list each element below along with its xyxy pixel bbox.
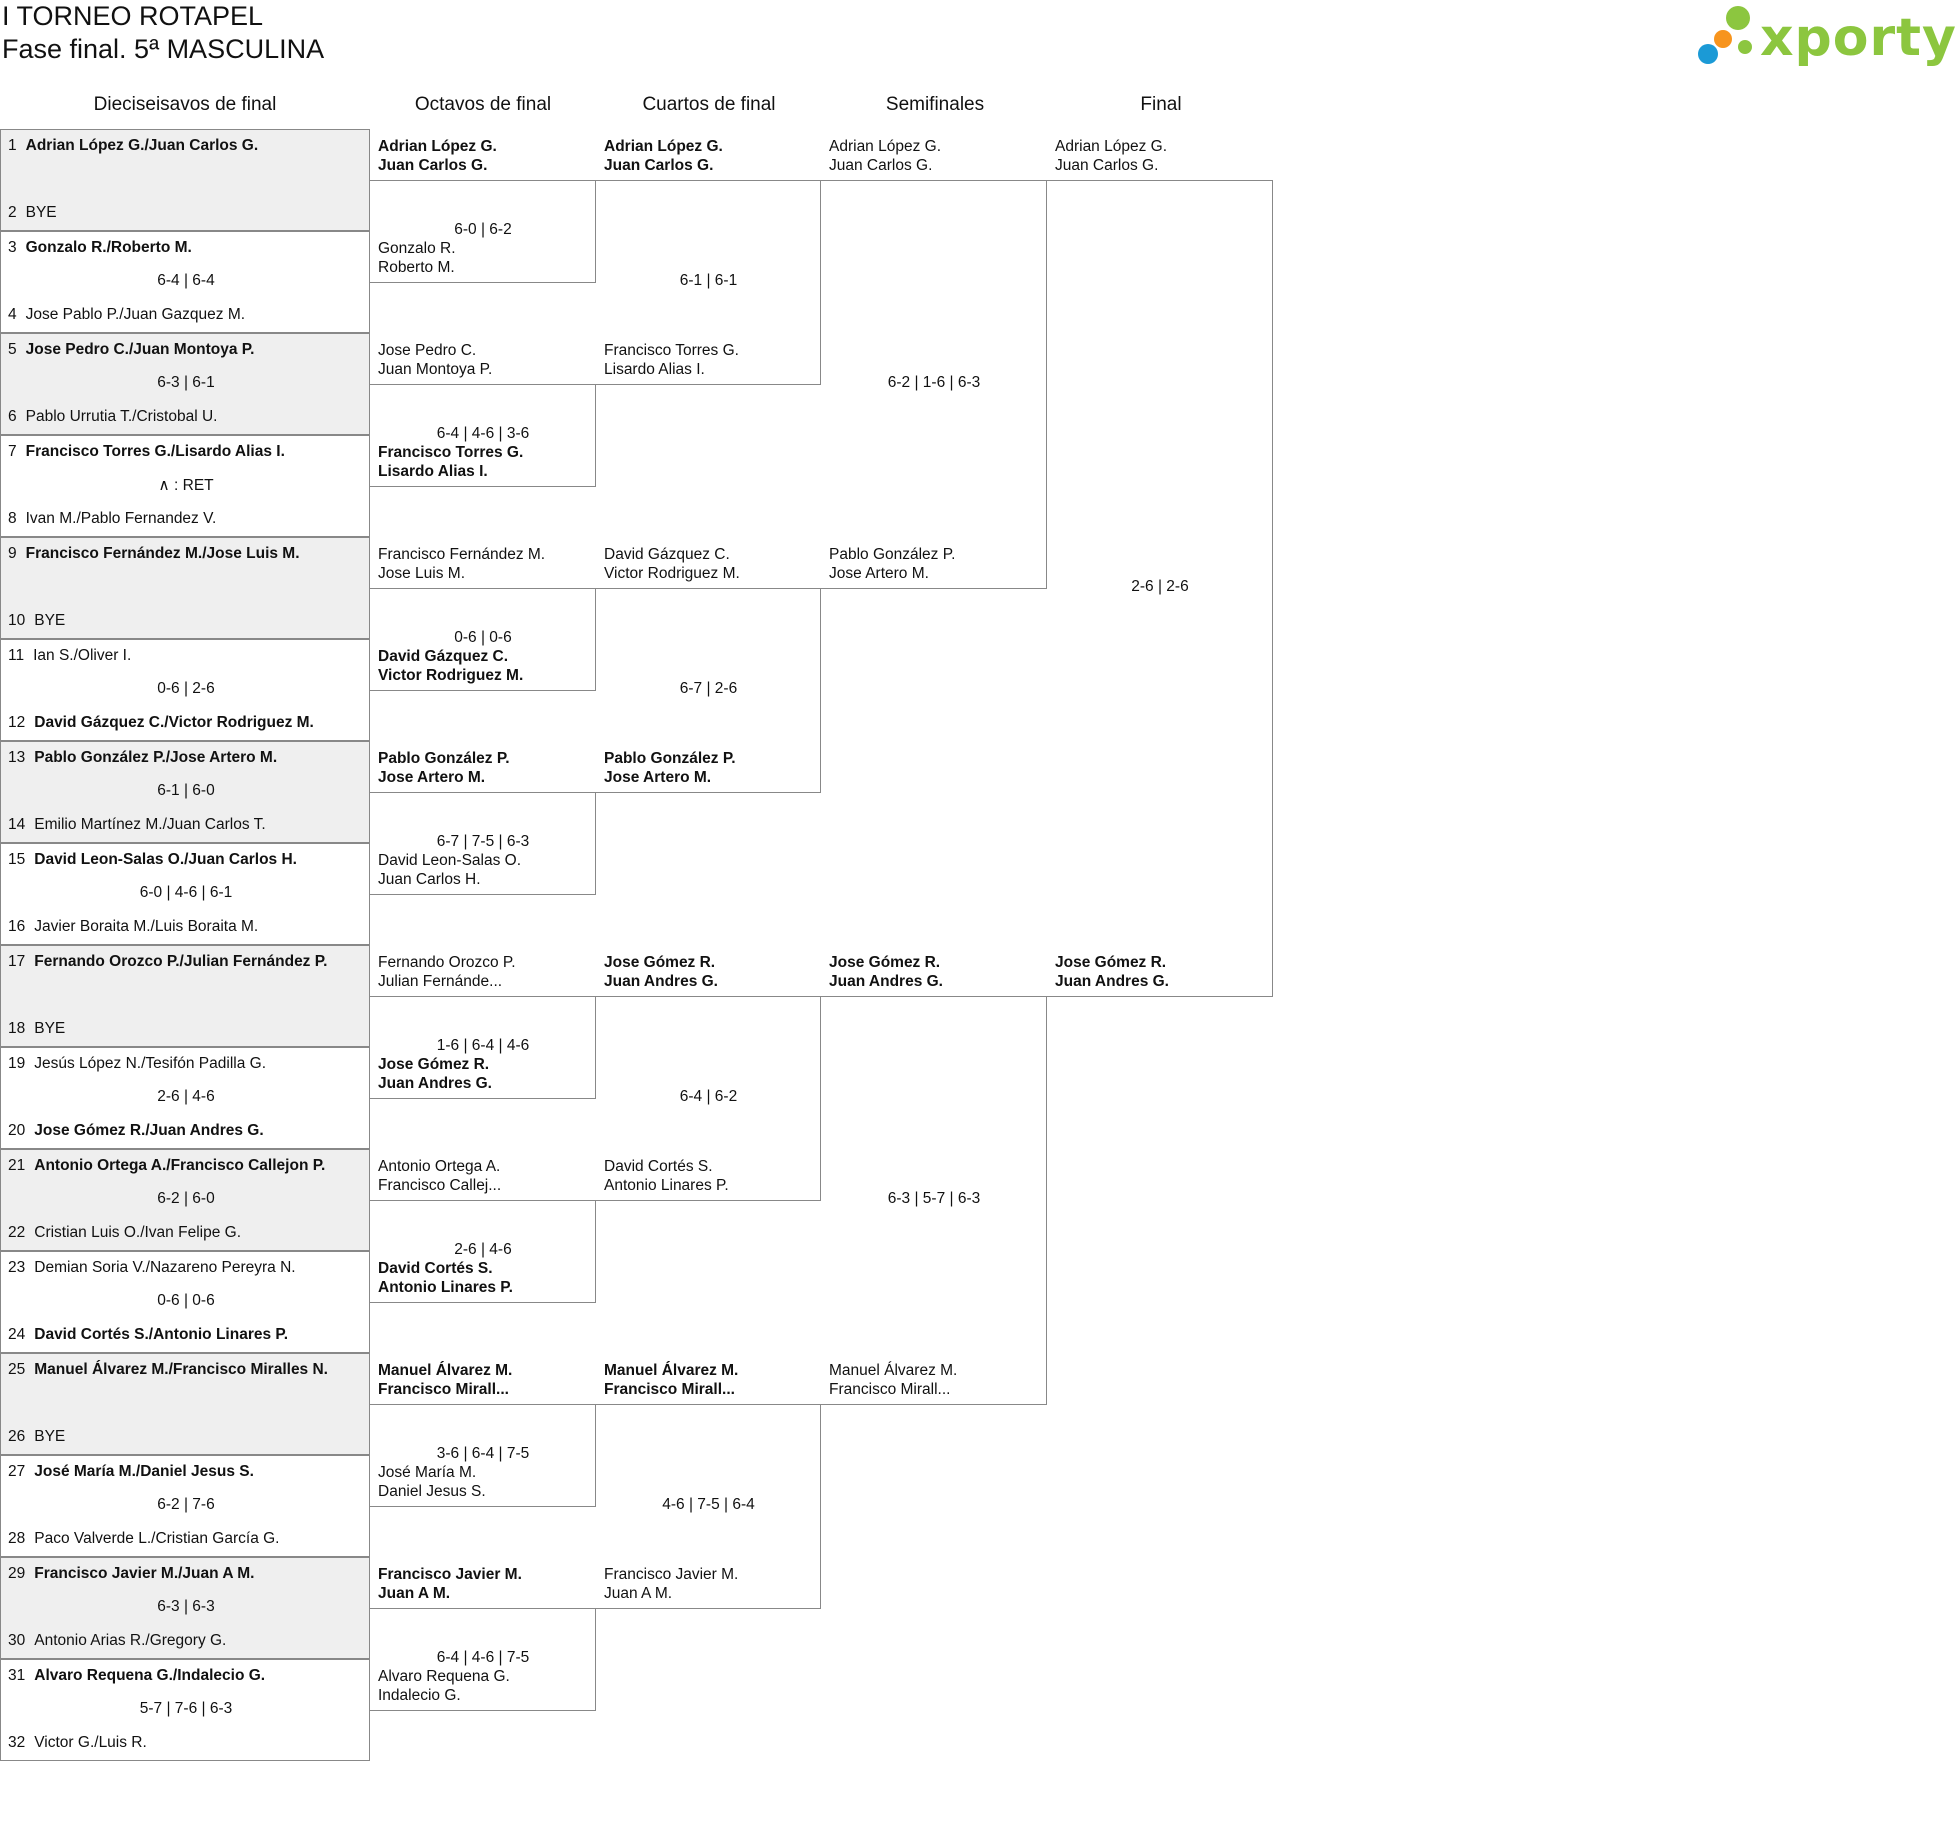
- sf-entrant-bottom: [829, 545, 955, 583]
- entrant-player-1: Pablo González P.: [604, 750, 736, 767]
- qf-entrant-top: [604, 545, 740, 583]
- player-name: BYE: [25, 204, 57, 221]
- entrant-player-1: Adrian López G.: [1055, 138, 1168, 155]
- entrant-player-2: Jose Artero M.: [378, 769, 486, 786]
- final-entrant-bottom: [1055, 953, 1169, 991]
- logo-dot-orange: [1714, 30, 1732, 48]
- r32-player-top: [8, 443, 363, 461]
- sf-match-score: 6-2 | 1-6 | 6-3: [887, 374, 981, 391]
- qf-entrant-bottom: [604, 1157, 729, 1195]
- match-score: 6-3 | 6-3: [157, 1598, 215, 1615]
- entrant-player-1: David Leon-Salas O.: [378, 852, 522, 869]
- r32-player-top: [8, 137, 363, 155]
- r32-player-top: [8, 953, 363, 971]
- entrant-player-1: Manuel Álvarez M.: [829, 1362, 958, 1379]
- xporty-logo: [1694, 4, 1957, 68]
- player-name: Cristian Luis O./Ivan Felipe G.: [34, 1224, 241, 1241]
- final-entrant-top: [1055, 137, 1167, 175]
- r16-match-score: 2-6 | 4-6: [454, 1241, 512, 1258]
- seed-number: 30: [8, 1632, 26, 1649]
- r16-entrant-top: [378, 1565, 522, 1603]
- qf-entrant-top: [604, 953, 718, 991]
- qf-entrant-top: [604, 137, 723, 175]
- r32-player-top: [8, 239, 363, 257]
- entrant-player-1: Francisco Javier M.: [604, 1566, 739, 1583]
- r16-entrant-bottom: [378, 1259, 513, 1297]
- r32-match: [0, 945, 370, 1047]
- r32-player-bottom: [8, 1020, 363, 1038]
- seed-number: 18: [8, 1020, 26, 1037]
- player-name: BYE: [34, 1428, 66, 1445]
- seed-number: 2: [8, 204, 17, 221]
- r16-entrant-bottom: [378, 851, 521, 889]
- match-score: 6-4 | 6-4: [157, 272, 215, 289]
- r32-match: [0, 1149, 370, 1251]
- qf-match-score: 6-1 | 6-1: [679, 272, 738, 289]
- entrant-player-2: Victor Rodriguez M.: [378, 667, 524, 684]
- player-name: Victor G./Luis R.: [34, 1734, 147, 1751]
- seed-number: 8: [8, 510, 17, 527]
- final-match-score: 2-6 | 2-6: [1131, 578, 1189, 595]
- seed-number: 13: [8, 749, 26, 766]
- player-name: Antonio Arias R./Gregory G.: [34, 1632, 227, 1649]
- seed-number: 17: [8, 953, 26, 970]
- r32-match: [0, 1353, 370, 1455]
- r32-match: [0, 843, 370, 945]
- seed-number: 12: [8, 714, 26, 731]
- player-name: Alvaro Requena G./Indalecio G.: [34, 1667, 266, 1684]
- player-name: David Gázquez C./Victor Rodriguez M.: [34, 714, 314, 731]
- r32-player-bottom: [8, 408, 363, 426]
- r16-entrant-bottom: [378, 1055, 492, 1093]
- entrant-player-2: Francisco Mirall...: [829, 1381, 951, 1398]
- r32-match: [0, 1047, 370, 1149]
- seed-number: 16: [8, 918, 26, 935]
- r32-match: [0, 333, 370, 435]
- r16-entrant-top: [378, 545, 545, 583]
- seed-number: 10: [8, 612, 26, 629]
- entrant-player-1: Francisco Javier M.: [378, 1566, 522, 1583]
- seed-number: 11: [8, 647, 25, 664]
- r32-player-top: [8, 1157, 363, 1175]
- player-name: David Cortés S./Antonio Linares P.: [34, 1326, 289, 1343]
- match-score: 6-1 | 6-0: [157, 782, 215, 799]
- entrant-player-1: David Gázquez C.: [604, 546, 730, 563]
- entrant-player-1: Alvaro Requena G.: [378, 1668, 510, 1685]
- r16-match-score: 1-6 | 6-4 | 4-6: [436, 1037, 530, 1054]
- entrant-player-2: Antonio Linares P.: [604, 1177, 729, 1194]
- r32-match: [0, 1251, 370, 1353]
- match-score: 6-2 | 6-0: [157, 1190, 215, 1207]
- qf-match-score: 6-7 | 2-6: [679, 680, 738, 697]
- draw-subtitle: Fase final. 5ª MASCULINA: [2, 34, 325, 64]
- player-name: David Leon-Salas O./Juan Carlos H.: [34, 851, 297, 868]
- r32-player-bottom: [8, 1428, 363, 1446]
- seed-number: 32: [8, 1734, 26, 1751]
- r16-entrant-top: [378, 749, 510, 787]
- player-name: Manuel Álvarez M./Francisco Miralles N.: [34, 1361, 328, 1378]
- player-name: Fernando Orozco P./Julian Fernández P.: [34, 953, 328, 970]
- entrant-player-2: Victor Rodriguez M.: [604, 565, 740, 582]
- r16-match-score: 0-6 | 0-6: [454, 629, 512, 646]
- tournament-title: I TORNEO ROTAPEL: [2, 1, 264, 31]
- r32-player-bottom: [8, 1326, 363, 1344]
- qf-entrant-bottom: [604, 341, 739, 379]
- entrant-player-2: Jose Luis M.: [378, 565, 466, 582]
- r32-match: [0, 129, 370, 231]
- player-name: Francisco Javier M./Juan A M.: [34, 1565, 255, 1582]
- r32-match: [0, 639, 370, 741]
- player-name: Antonio Ortega A./Francisco Callejon P.: [34, 1157, 326, 1174]
- sf-entrant-top: [829, 953, 943, 991]
- entrant-player-2: Jose Artero M.: [829, 565, 929, 582]
- player-name: Jose Pablo P./Juan Gazquez M.: [25, 306, 246, 323]
- r32-player-top: [8, 341, 363, 359]
- r16-entrant-top: [378, 137, 497, 175]
- r32-player-bottom: [8, 1632, 363, 1650]
- qf-match-score: 6-4 | 6-2: [679, 1088, 738, 1105]
- r32-player-bottom: [8, 204, 363, 222]
- r16-match-score: 6-4 | 4-6 | 3-6: [436, 425, 530, 442]
- qf-entrant-top: [604, 1361, 738, 1399]
- player-name: Paco Valverde L./Cristian García G.: [34, 1530, 280, 1547]
- entrant-player-2: Francisco Mirall...: [378, 1381, 509, 1398]
- entrant-player-1: Fernando Orozco P.: [378, 954, 516, 971]
- player-name: BYE: [34, 1020, 66, 1037]
- entrant-player-2: Juan Carlos H.: [378, 871, 481, 888]
- match-score: 6-3 | 6-1: [157, 374, 215, 391]
- seed-number: 26: [8, 1428, 26, 1445]
- round-header-sf: Semifinales: [885, 94, 985, 115]
- r32-match: [0, 231, 370, 333]
- entrant-player-1: Pablo González P.: [378, 750, 510, 767]
- entrant-player-2: Roberto M.: [378, 259, 455, 276]
- entrant-player-1: Jose Gómez R.: [378, 1056, 490, 1073]
- match-score: 5-7 | 7-6 | 6-3: [139, 1700, 233, 1717]
- r32-player-bottom: [8, 1734, 363, 1752]
- r32-player-top: [8, 1667, 363, 1685]
- r32-match: [0, 435, 370, 537]
- logo-dot-green-small: [1738, 40, 1752, 54]
- match-score: 2-6 | 4-6: [157, 1088, 215, 1105]
- entrant-player-1: Jose Gómez R.: [829, 954, 941, 971]
- entrant-player-2: Jose Artero M.: [604, 769, 712, 786]
- player-name: Adrian López G./Juan Carlos G.: [25, 137, 259, 154]
- r16-entrant-bottom: [378, 443, 523, 481]
- r16-match-score: 6-7 | 7-5 | 6-3: [436, 833, 530, 850]
- player-name: Demian Soria V./Nazareno Pereyra N.: [34, 1259, 296, 1276]
- player-name: Francisco Torres G./Lisardo Alias I.: [25, 443, 285, 460]
- entrant-player-2: Juan Andres G.: [829, 973, 943, 990]
- r32-player-top: [8, 749, 363, 767]
- entrant-player-2: Juan A M.: [378, 1585, 451, 1602]
- r16-entrant-bottom: [378, 1463, 486, 1501]
- r16-match-score: 3-6 | 6-4 | 7-5: [436, 1445, 530, 1462]
- seed-number: 7: [8, 443, 17, 460]
- logo-dot-blue: [1698, 44, 1718, 64]
- entrant-player-2: Julian Fernánde...: [378, 973, 503, 990]
- r32-player-top: [8, 545, 363, 563]
- player-name: Javier Boraita M./Luis Boraita M.: [34, 918, 259, 935]
- r32-player-top: [8, 1463, 363, 1481]
- r32-player-top: [8, 1361, 363, 1379]
- entrant-player-1: Adrian López G.: [829, 138, 942, 155]
- seed-number: 22: [8, 1224, 26, 1241]
- r32-match: [0, 741, 370, 843]
- r32-match: [0, 1557, 370, 1659]
- r32-player-top: [8, 1259, 363, 1277]
- seed-number: 23: [8, 1259, 26, 1276]
- round-header-qf: Cuartos de final: [642, 94, 776, 115]
- seed-number: 21: [8, 1157, 26, 1174]
- entrant-player-2: Daniel Jesus S.: [378, 1483, 486, 1500]
- r32-player-bottom: [8, 918, 363, 936]
- seed-number: 29: [8, 1565, 26, 1582]
- seed-number: 9: [8, 545, 17, 562]
- round-header-r16: Octavos de final: [414, 94, 552, 115]
- player-name: Jose Pedro C./Juan Montoya P.: [25, 341, 255, 358]
- seed-number: 20: [8, 1122, 26, 1139]
- seed-number: 15: [8, 851, 26, 868]
- sf-entrant-top: [829, 137, 941, 175]
- r32-player-top: [8, 1565, 363, 1583]
- entrant-player-2: Juan Andres G.: [1055, 973, 1169, 990]
- r32-player-bottom: [8, 306, 363, 324]
- r32-player-top: [8, 1055, 363, 1073]
- r16-entrant-bottom: [378, 239, 456, 277]
- player-name: Jose Gómez R./Juan Andres G.: [34, 1122, 264, 1139]
- qf-entrant-bottom: [604, 749, 736, 787]
- r32-player-bottom: [8, 816, 363, 834]
- seed-number: 3: [8, 239, 17, 256]
- entrant-player-2: Juan Carlos G.: [378, 157, 488, 174]
- entrant-player-1: Adrian López G.: [604, 138, 723, 155]
- r16-match-score: 6-0 | 6-2: [454, 221, 512, 238]
- sf-match-score: 6-3 | 5-7 | 6-3: [887, 1190, 981, 1207]
- sf-entrant-bottom: [829, 1361, 957, 1399]
- match-score: 6-0 | 4-6 | 6-1: [139, 884, 233, 901]
- seed-number: 6: [8, 408, 17, 425]
- logo-wordmark: xporty: [1760, 8, 1957, 68]
- entrant-player-2: Lisardo Alias I.: [604, 361, 705, 378]
- player-name: Ian S./Oliver I.: [33, 647, 132, 664]
- entrant-player-1: Manuel Álvarez M.: [378, 1362, 513, 1379]
- seed-number: 5: [8, 341, 17, 358]
- entrant-player-2: Francisco Callej...: [378, 1177, 502, 1194]
- entrant-player-2: Juan Andres G.: [378, 1075, 492, 1092]
- r32-player-bottom: [8, 714, 363, 732]
- entrant-player-1: David Cortés S.: [604, 1158, 713, 1175]
- r32-player-top: [8, 647, 363, 665]
- seed-number: 28: [8, 1530, 26, 1547]
- entrant-player-2: Francisco Mirall...: [604, 1381, 735, 1398]
- entrant-player-1: Francisco Torres G.: [604, 342, 739, 359]
- round-header-r32: Dieciseisavos de final: [93, 94, 277, 115]
- player-name: Francisco Fernández M./Jose Luis M.: [25, 545, 300, 562]
- seed-number: 24: [8, 1326, 26, 1343]
- entrant-player-2: Juan Montoya P.: [378, 361, 493, 378]
- seed-number: 25: [8, 1361, 26, 1378]
- player-name: José María M./Daniel Jesus S.: [34, 1463, 254, 1480]
- entrant-player-2: Juan Carlos G.: [604, 157, 714, 174]
- player-name: Pablo González P./Jose Artero M.: [34, 749, 278, 766]
- entrant-player-2: Juan Carlos G.: [1055, 157, 1159, 174]
- seed-number: 1: [8, 137, 17, 154]
- r16-entrant-top: [378, 341, 492, 379]
- entrant-player-1: Francisco Torres G.: [378, 444, 524, 461]
- entrant-player-1: David Gázquez C.: [378, 648, 509, 665]
- entrant-player-1: Pablo González P.: [829, 546, 956, 563]
- entrant-player-2: Juan A M.: [604, 1585, 673, 1602]
- match-score: 6-2 | 7-6: [157, 1496, 215, 1513]
- entrant-player-1: Jose Pedro C.: [378, 342, 477, 359]
- player-name: BYE: [34, 612, 66, 629]
- player-name: Jesús López N./Tesifón Padilla G.: [34, 1055, 267, 1072]
- player-name: Emilio Martínez M./Juan Carlos T.: [34, 816, 266, 833]
- entrant-player-2: Indalecio G.: [378, 1687, 461, 1704]
- entrant-player-1: Adrian López G.: [378, 138, 497, 155]
- match-score: ∧ : RET: [158, 477, 214, 494]
- r32-player-top: [8, 851, 363, 869]
- entrant-player-1: Jose Gómez R.: [1055, 954, 1167, 971]
- r32-player-bottom: [8, 510, 363, 528]
- r32-player-bottom: [8, 1530, 363, 1548]
- entrant-player-2: Antonio Linares P.: [378, 1279, 513, 1296]
- match-score: 0-6 | 0-6: [157, 1292, 215, 1309]
- seed-number: 31: [8, 1667, 26, 1684]
- match-score: 0-6 | 2-6: [157, 680, 215, 697]
- entrant-player-1: Gonzalo R.: [378, 240, 456, 257]
- r32-player-bottom: [8, 612, 363, 630]
- seed-number: 14: [8, 816, 26, 833]
- r16-match-score: 6-4 | 4-6 | 7-5: [436, 1649, 530, 1666]
- entrant-player-2: Juan Carlos G.: [829, 157, 933, 174]
- r32-match: [0, 1659, 370, 1761]
- logo-dot-green: [1726, 6, 1750, 30]
- entrant-player-1: David Cortés S.: [378, 1260, 493, 1277]
- entrant-player-1: Antonio Ortega A.: [378, 1158, 501, 1175]
- seed-number: 4: [8, 306, 17, 323]
- r32-match: [0, 1455, 370, 1557]
- r16-entrant-top: [378, 1157, 501, 1195]
- r16-entrant-bottom: [378, 647, 523, 685]
- qf-match-score: 4-6 | 7-5 | 6-4: [662, 1496, 755, 1513]
- entrant-player-1: Francisco Fernández M.: [378, 546, 546, 563]
- player-name: Ivan M./Pablo Fernandez V.: [25, 510, 217, 527]
- player-name: Pablo Urrutia T./Cristobal U.: [25, 408, 218, 425]
- entrant-player-2: Juan Andres G.: [604, 973, 718, 990]
- r16-entrant-bottom: [378, 1667, 510, 1705]
- round-header-final: Final: [1140, 94, 1182, 115]
- r32-match: [0, 537, 370, 639]
- entrant-player-2: Lisardo Alias I.: [378, 463, 488, 480]
- seed-number: 19: [8, 1055, 26, 1072]
- entrant-player-1: Manuel Álvarez M.: [604, 1362, 739, 1379]
- entrant-player-1: José María M.: [378, 1464, 477, 1481]
- player-name: Gonzalo R./Roberto M.: [25, 239, 192, 256]
- r32-player-bottom: [8, 1224, 363, 1242]
- r32-player-bottom: [8, 1122, 363, 1140]
- seed-number: 27: [8, 1463, 26, 1480]
- r16-entrant-top: [378, 953, 516, 991]
- r16-entrant-top: [378, 1361, 512, 1399]
- qf-entrant-bottom: [604, 1565, 738, 1603]
- entrant-player-1: Jose Gómez R.: [604, 954, 716, 971]
